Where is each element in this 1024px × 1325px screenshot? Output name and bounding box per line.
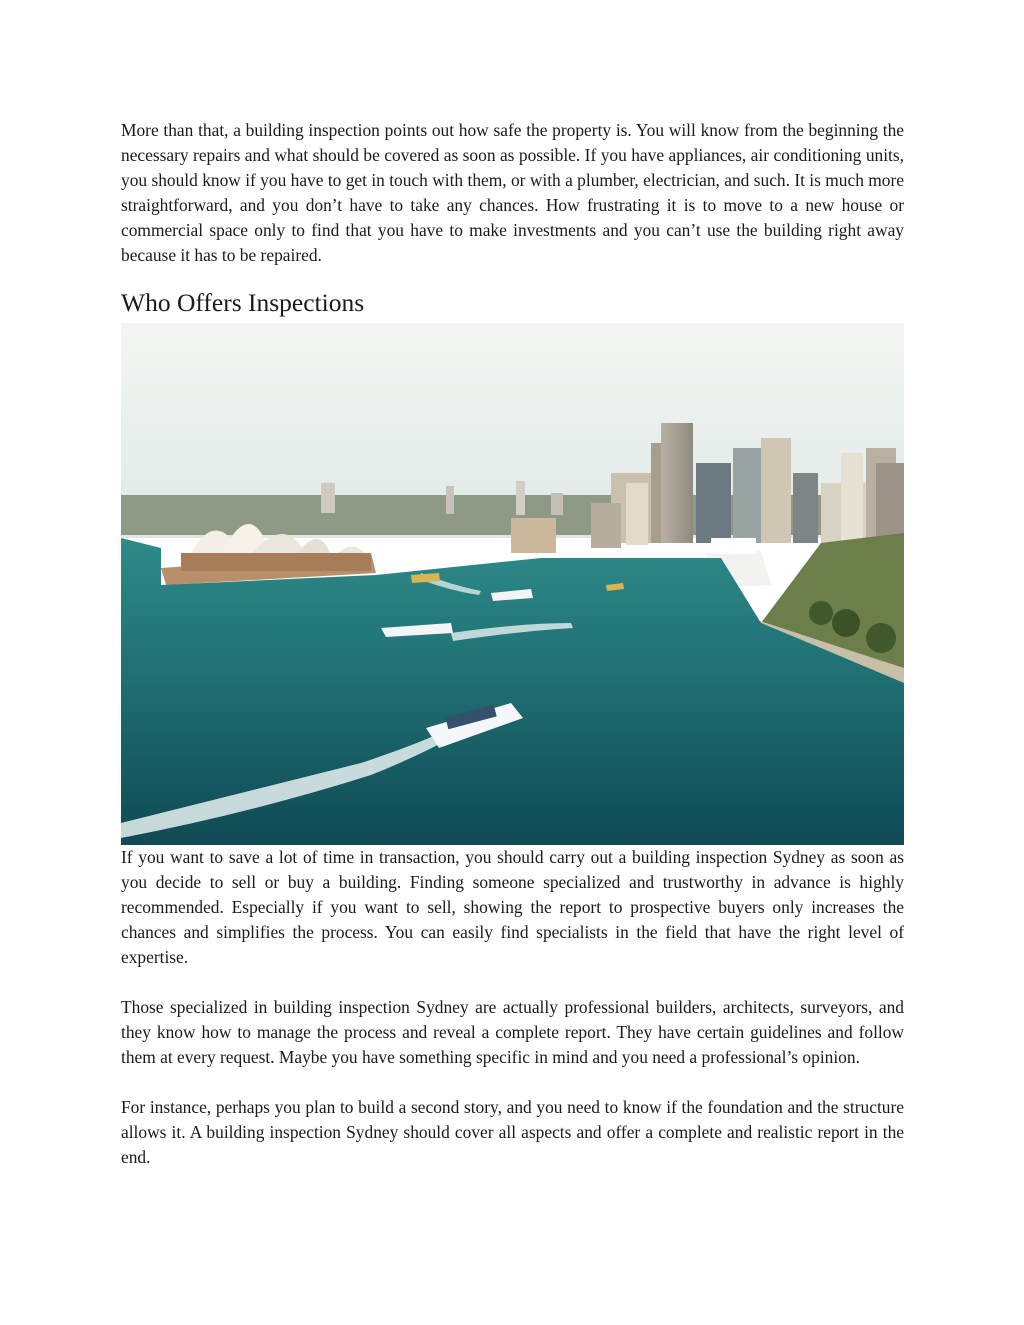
paragraph-specialists: Those specialized in building inspection Sydney are actually professional builders, architects, surveyors, and they know how to manage the process and reveal a complete report. They have certain guidelines and follow them at every request. Maybe you have something specific in mind and you need a professional’s opinion. — [121, 996, 904, 1067]
document-page — [121, 118, 904, 1169]
sydney-harbour-photo — [121, 323, 904, 845]
paragraph-safety: More than that, a building inspection points out how safe the property is. You will know from the beginning the necessary repairs and what should be covered as soon as possible. If you have appliances, air conditioning units, you should know if you have to get in touch with them, or with a plumber, electrician, and such. It is much more straightforward, and you don’t have to take any chances. How frustrating it is to move to a new house or commercial space only to find that you have to make investments and you can’t use the building right away because it has to be repaired. — [121, 120, 904, 265]
paragraph-second-story: For instance, perhaps you plan to build a second story, and you need to know if the foundation and the structure allows it. A building inspection Sydney should cover all aspects and offer a complete and realistic report in the end. — [121, 1096, 904, 1167]
paragraph-save-time: If you want to save a lot of time in transaction, you should carry out a building inspection Sydney as soon as you decide to sell or buy a building. Finding someone specialized and trustworthy in advance is highly recommended. Especially if you want to sell, showing the report to prospective buyers only increases the chances and simplifies the process. You can easily find specialists in the field that have the right level of expertise. — [121, 847, 904, 968]
section-heading: Who Offers Inspections — [121, 288, 365, 318]
